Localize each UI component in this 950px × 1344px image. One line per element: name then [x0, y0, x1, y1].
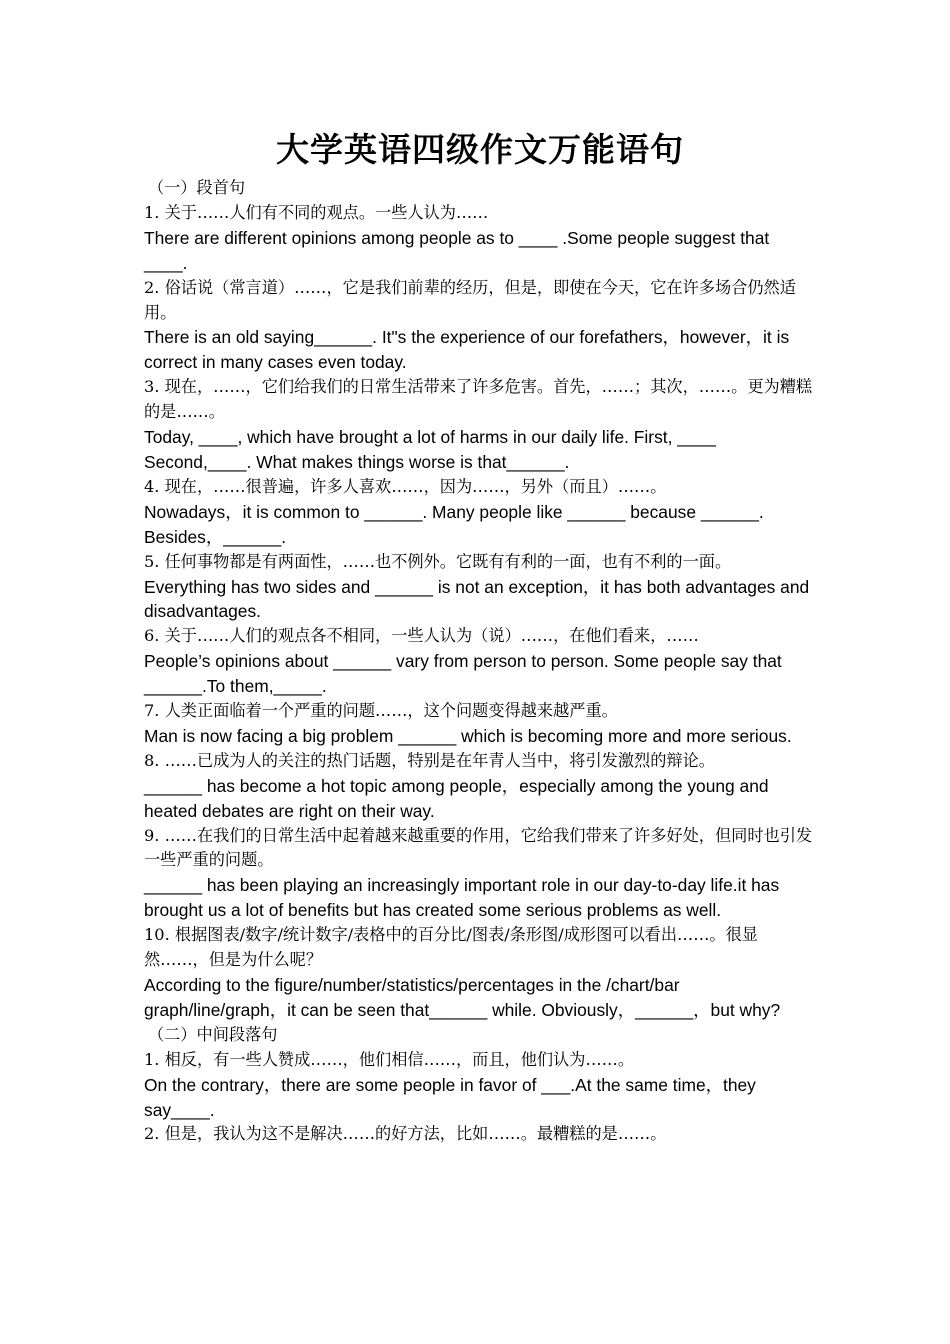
item-zh: 9. ……在我们的日常生活中起着越来越重要的作用，它给我们带来了许多好处，但同时也引发一些严重的问题。 [144, 825, 813, 870]
item-en: Man is now facing a big problem ______ which is becoming more and more serious. [144, 725, 792, 746]
item-en: Today, ____, which have brought a lot of harms in our daily life. First, ____ Second,____. What makes things worse is that______. [144, 427, 716, 472]
item-zh: 1. 相反，有一些人赞成……，他们相信……，而且，他们认为……。 [144, 1049, 635, 1069]
item-en: On the contrary，there are some people in favor of ___.At the same time，they say____. [144, 1074, 756, 1120]
item-zh: 7. 人类正面临着一个严重的问题……，这个问题变得越来越严重。 [144, 701, 618, 721]
document-title: 大学英语四级作文万能语句 [276, 130, 684, 169]
item-en: There are different opinions among people as to ____ .Some people suggest that ____. [144, 227, 770, 273]
item-zh: 1. 关于……人们有不同的观点。一些人认为…… [144, 202, 489, 222]
item-zh: 4. 现在，……很普遍，许多人喜欢……，因为……，另外（而且）……。 [144, 476, 667, 496]
item-zh: 10. 根据图表/数字/统计数字/表格中的百分比/图表/条形图/成形图可以看出……。很显然……，但是为什么呢？ [144, 925, 758, 970]
item-zh: 3. 现在，……，它们给我们的日常生活带来了许多危害。首先，……；其次，……。更为糟糕的是……。 [144, 377, 813, 422]
item-zh: 8. ……已成为人的关注的热门话题，特别是在年青人当中，将引发激烈的辩论。 [144, 750, 715, 770]
item-en: ______ has been playing an increasingly important role in our day-to-day life.it has brought us a lot of benefits but has created some serious problems as well. [144, 875, 780, 921]
item-zh: 2. 但是，我认为这不是解决……的好方法，比如……。最糟糕的是……。 [144, 1124, 667, 1144]
item-zh: 2. 俗话说（常言道）……，它是我们前辈的经历，但是，即使在今天，它在许多场合仍然适用。 [144, 277, 796, 322]
item-en: There is an old saying______. It"s the experience of our forefathers，however，it is correct in many cases even today. [144, 327, 790, 373]
item-zh: 6. 关于……人们的观点各不相同，一些人认为（说）……，在他们看来，…… [144, 626, 699, 646]
item-zh: 5. 任何事物都是有两面性，……也不例外。它既有有利的一面，也有不利的一面。 [144, 551, 732, 571]
item-en: Nowadays，it is common to ______. Many people like ______ because ______. Besides，______. [144, 501, 764, 547]
document-page [144, 126, 816, 1147]
item-en: People’s opinions about ______ vary from person to person. Some people say that ______.To them,_____. [144, 651, 782, 697]
section-heading: （二）中间段落句 [148, 1024, 278, 1044]
item-en: According to the figure/number/statistics/percentages in the /chart/bar graph/line/graph，it can be seen that______ while. Obviously，______，but why? [144, 975, 781, 1020]
item-en: ______ has become a hot topic among people，especially among the young and heated debates are right on their way. [144, 775, 769, 821]
section-heading: （一）段首句 [148, 178, 246, 197]
item-en: Everything has two sides and ______ is not an exception，it has both advantages and disadvantages. [144, 576, 810, 622]
